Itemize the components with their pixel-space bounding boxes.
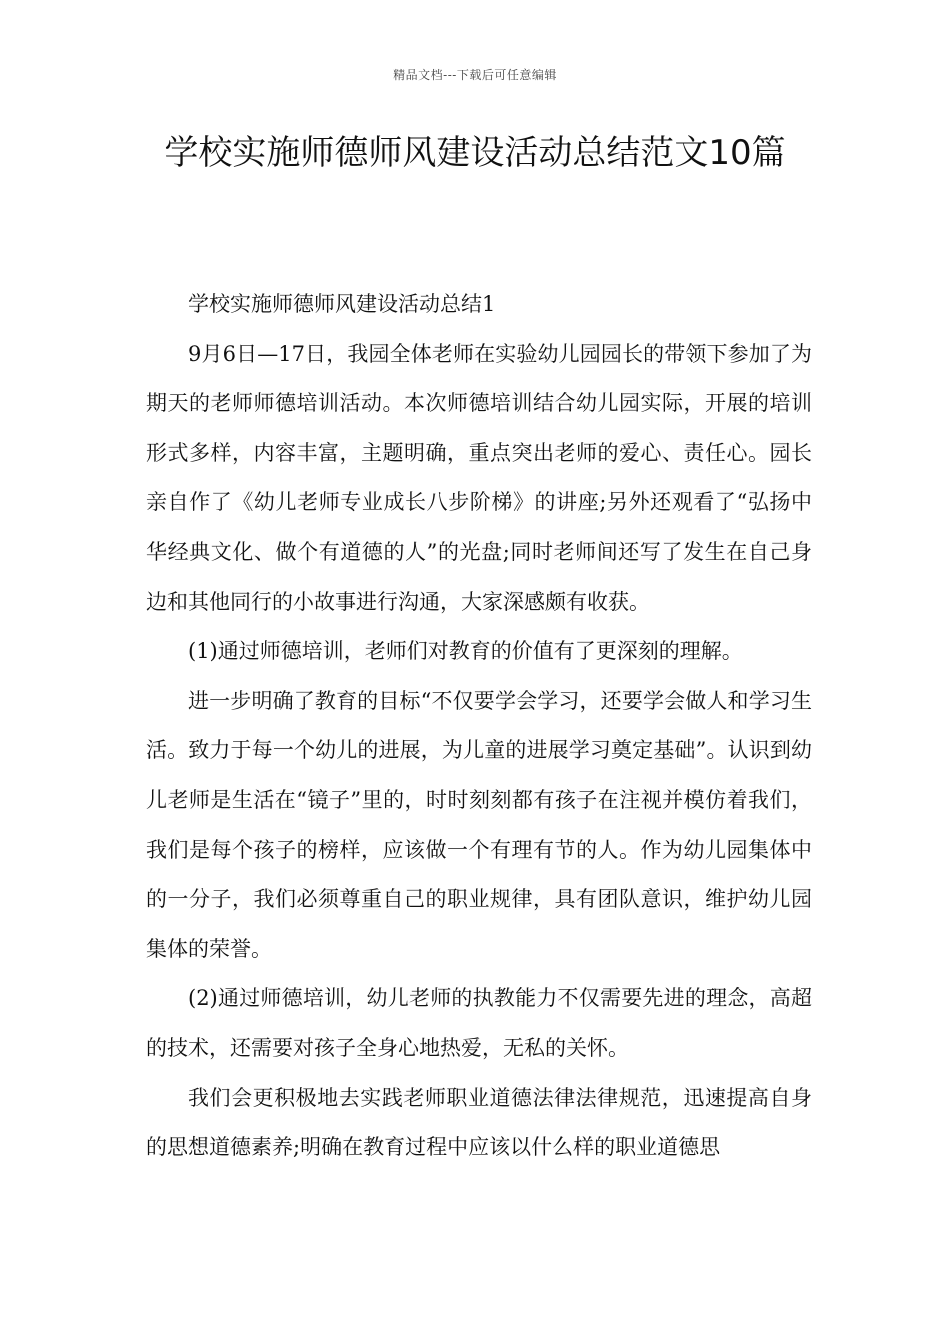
header-note: 精品文档---下载后可任意编辑 [393, 68, 557, 82]
document-body [146, 280, 812, 1173]
paragraph: (1)通过师德培训，老师们对教育的价值有了更深刻的理解。 [188, 639, 743, 664]
paragraph: 我们会更积极地去实践老师职业道德法律法律规范，迅速提高自身的思想道德素养;明确在教育过程中应该以什么样的职业道德思 [146, 1085, 812, 1160]
paragraph: 进一步明确了教育的目标“不仅要学会学习，还要学会做人和学习生活。致力于每一个幼儿的进展，为儿童的进展学习奠定基础”。认识到幼儿老师是生活在“镜子”里的，时时刻刻都有孩子在注视并模仿着我们，我们是每个孩子的榜样，应该做一个有理有节的人。作为幼儿园集体中的一分子，我们必须尊重自己的职业规律，具有团队意识，维护幼儿园集体的荣誉。 [146, 688, 812, 961]
section-heading: 学校实施师德师风建设活动总结1 [188, 292, 496, 316]
document-title: 学校实施师德师风建设活动总结范文10篇 [164, 133, 786, 173]
paragraph: 9月6日—17日，我园全体老师在实验幼儿园园长的带领下参加了为期天的老师师德培训活动。本次师德培训结合幼儿园实际，开展的培训形式多样，内容丰富，主题明确，重点突出老师的爱心、责任心。园长亲自作了《幼儿老师专业成长八步阶梯》的讲座;另外还观看了“弘扬中华经典文化、做个有道德的人”的光盘;同时老师间还写了发生在自己身边和其他同行的小故事进行沟通，大家深感颇有收获。 [146, 341, 812, 614]
paragraph: (2)通过师德培训，幼儿老师的执教能力不仅需要先进的理念，高超的技术，还需要对孩子全身心地热爱，无私的关怀。 [146, 986, 812, 1060]
